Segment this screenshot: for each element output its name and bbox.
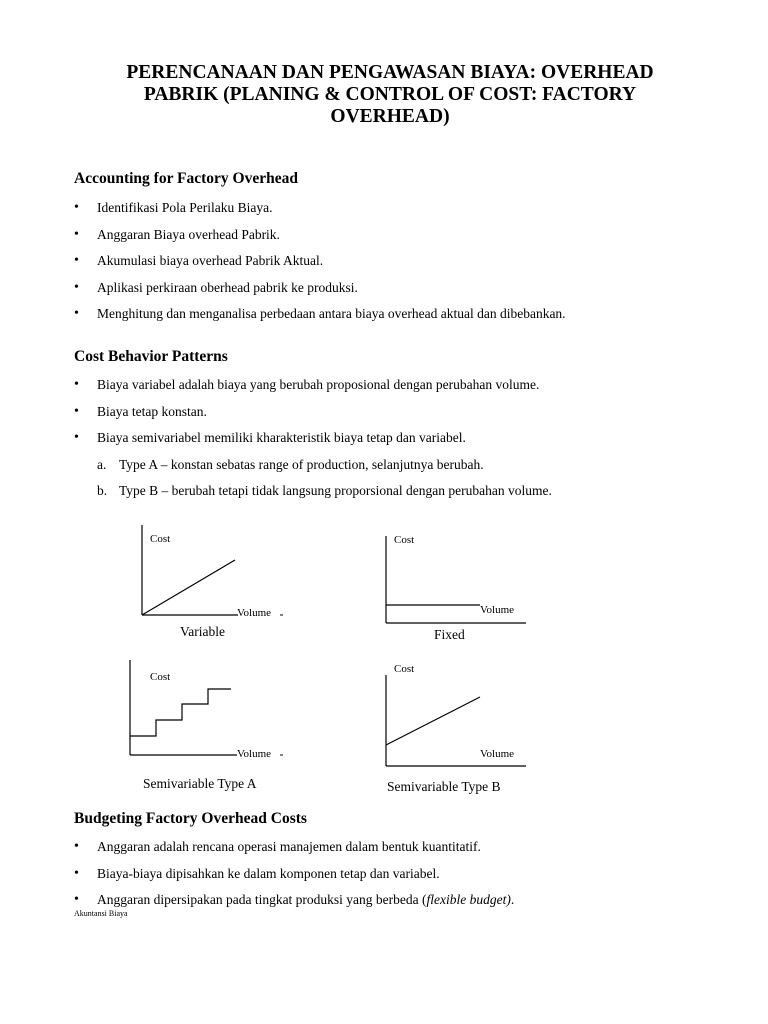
- list-item: • Biaya-biaya dipisahkan ke dalam komponen tetap dan variabel.: [74, 865, 514, 892]
- chart-caption: Variable: [180, 624, 225, 639]
- semivariable-types-list: [97, 456, 552, 508]
- page-footer: Akuntansi Biaya: [74, 909, 128, 918]
- list-item: • Biaya tetap konstan.: [74, 403, 539, 430]
- section-heading-cost-behavior: Cost Behavior Patterns: [74, 348, 228, 365]
- y-axis-label: Cost: [150, 671, 171, 683]
- chart-variable: [100, 520, 320, 650]
- x-axis-label: Volume: [480, 604, 515, 616]
- list-item: [97, 456, 552, 482]
- list-item: • Aplikasi perkiraan oberhead pabrik ke produksi.: [74, 279, 566, 306]
- chart-caption: Fixed: [434, 627, 465, 642]
- list-item-text: Type A – konstan sebatas range of production, selanjutnya berubah.: [119, 457, 484, 472]
- y-axis-label: Cost: [394, 534, 415, 546]
- list-item-text: .: [510, 892, 515, 908]
- chart-semivariable-a-plot: [100, 655, 320, 795]
- list-item: • Biaya variabel adalah biaya yang berubah proposional dengan perubahan volume.: [74, 376, 539, 403]
- list-item: • Anggaran adalah rencana operasi manajemen dalam bentuk kuantitatif.: [74, 838, 514, 865]
- chart-caption: Semivariable Type B: [387, 779, 501, 794]
- list-item: • Identifikasi Pola Perilaku Biaya.: [74, 199, 566, 226]
- section-heading-budgeting: Budgeting Factory Overhead Costs: [74, 810, 307, 827]
- series-line: [130, 689, 231, 736]
- series-line: [142, 560, 235, 615]
- x-axis-label: Volume: [237, 607, 272, 619]
- list-item-text: Anggaran dipersipakan pada tingkat produksi yang berbeda (: [97, 892, 427, 908]
- chart-semivariable-b-plot: [340, 655, 560, 795]
- list-item-text: Type B – berubah tetapi tidak langsung proporsional dengan perubahan volume.: [119, 483, 552, 498]
- chart-caption: Semivariable Type A: [143, 776, 257, 791]
- cost-behavior-list: [74, 376, 539, 456]
- list-item: • Menghitung dan menganalisa perbedaan antara biaya overhead aktual dan dibebankan.: [74, 305, 566, 332]
- list-item: • Anggaran Biaya overhead Pabrik.: [74, 226, 566, 253]
- chart-semivariable-b: [340, 655, 560, 795]
- list-item: [74, 891, 514, 918]
- list-marker: b.: [97, 483, 108, 498]
- chart-semivariable-a: [100, 655, 320, 795]
- list-item: • Akumulasi biaya overhead Pabrik Aktual.: [74, 252, 566, 279]
- list-item-italic-text: flexible budget): [426, 892, 511, 908]
- list-item: • Biaya semivariabel memiliki kharakteristik biaya tetap dan variabel.: [74, 429, 539, 456]
- section-heading-accounting: Accounting for Factory Overhead: [74, 170, 298, 187]
- series-line: [386, 697, 480, 745]
- list-marker: a.: [97, 457, 107, 472]
- chart-fixed: [340, 520, 560, 650]
- accounting-list: [74, 199, 566, 332]
- page-title: PERENCANAAN DAN PENGAWASAN BIAYA: OVERHEAD PABRIK (PLANING & CONTROL OF COST: FACTORY OVERHEAD): [126, 62, 654, 127]
- y-axis-label: Cost: [150, 533, 171, 545]
- list-item: [97, 482, 552, 508]
- y-axis-label: Cost: [394, 663, 415, 675]
- budgeting-list: [74, 838, 514, 918]
- x-axis-label: Volume: [237, 748, 272, 760]
- x-axis-label: Volume: [480, 748, 515, 760]
